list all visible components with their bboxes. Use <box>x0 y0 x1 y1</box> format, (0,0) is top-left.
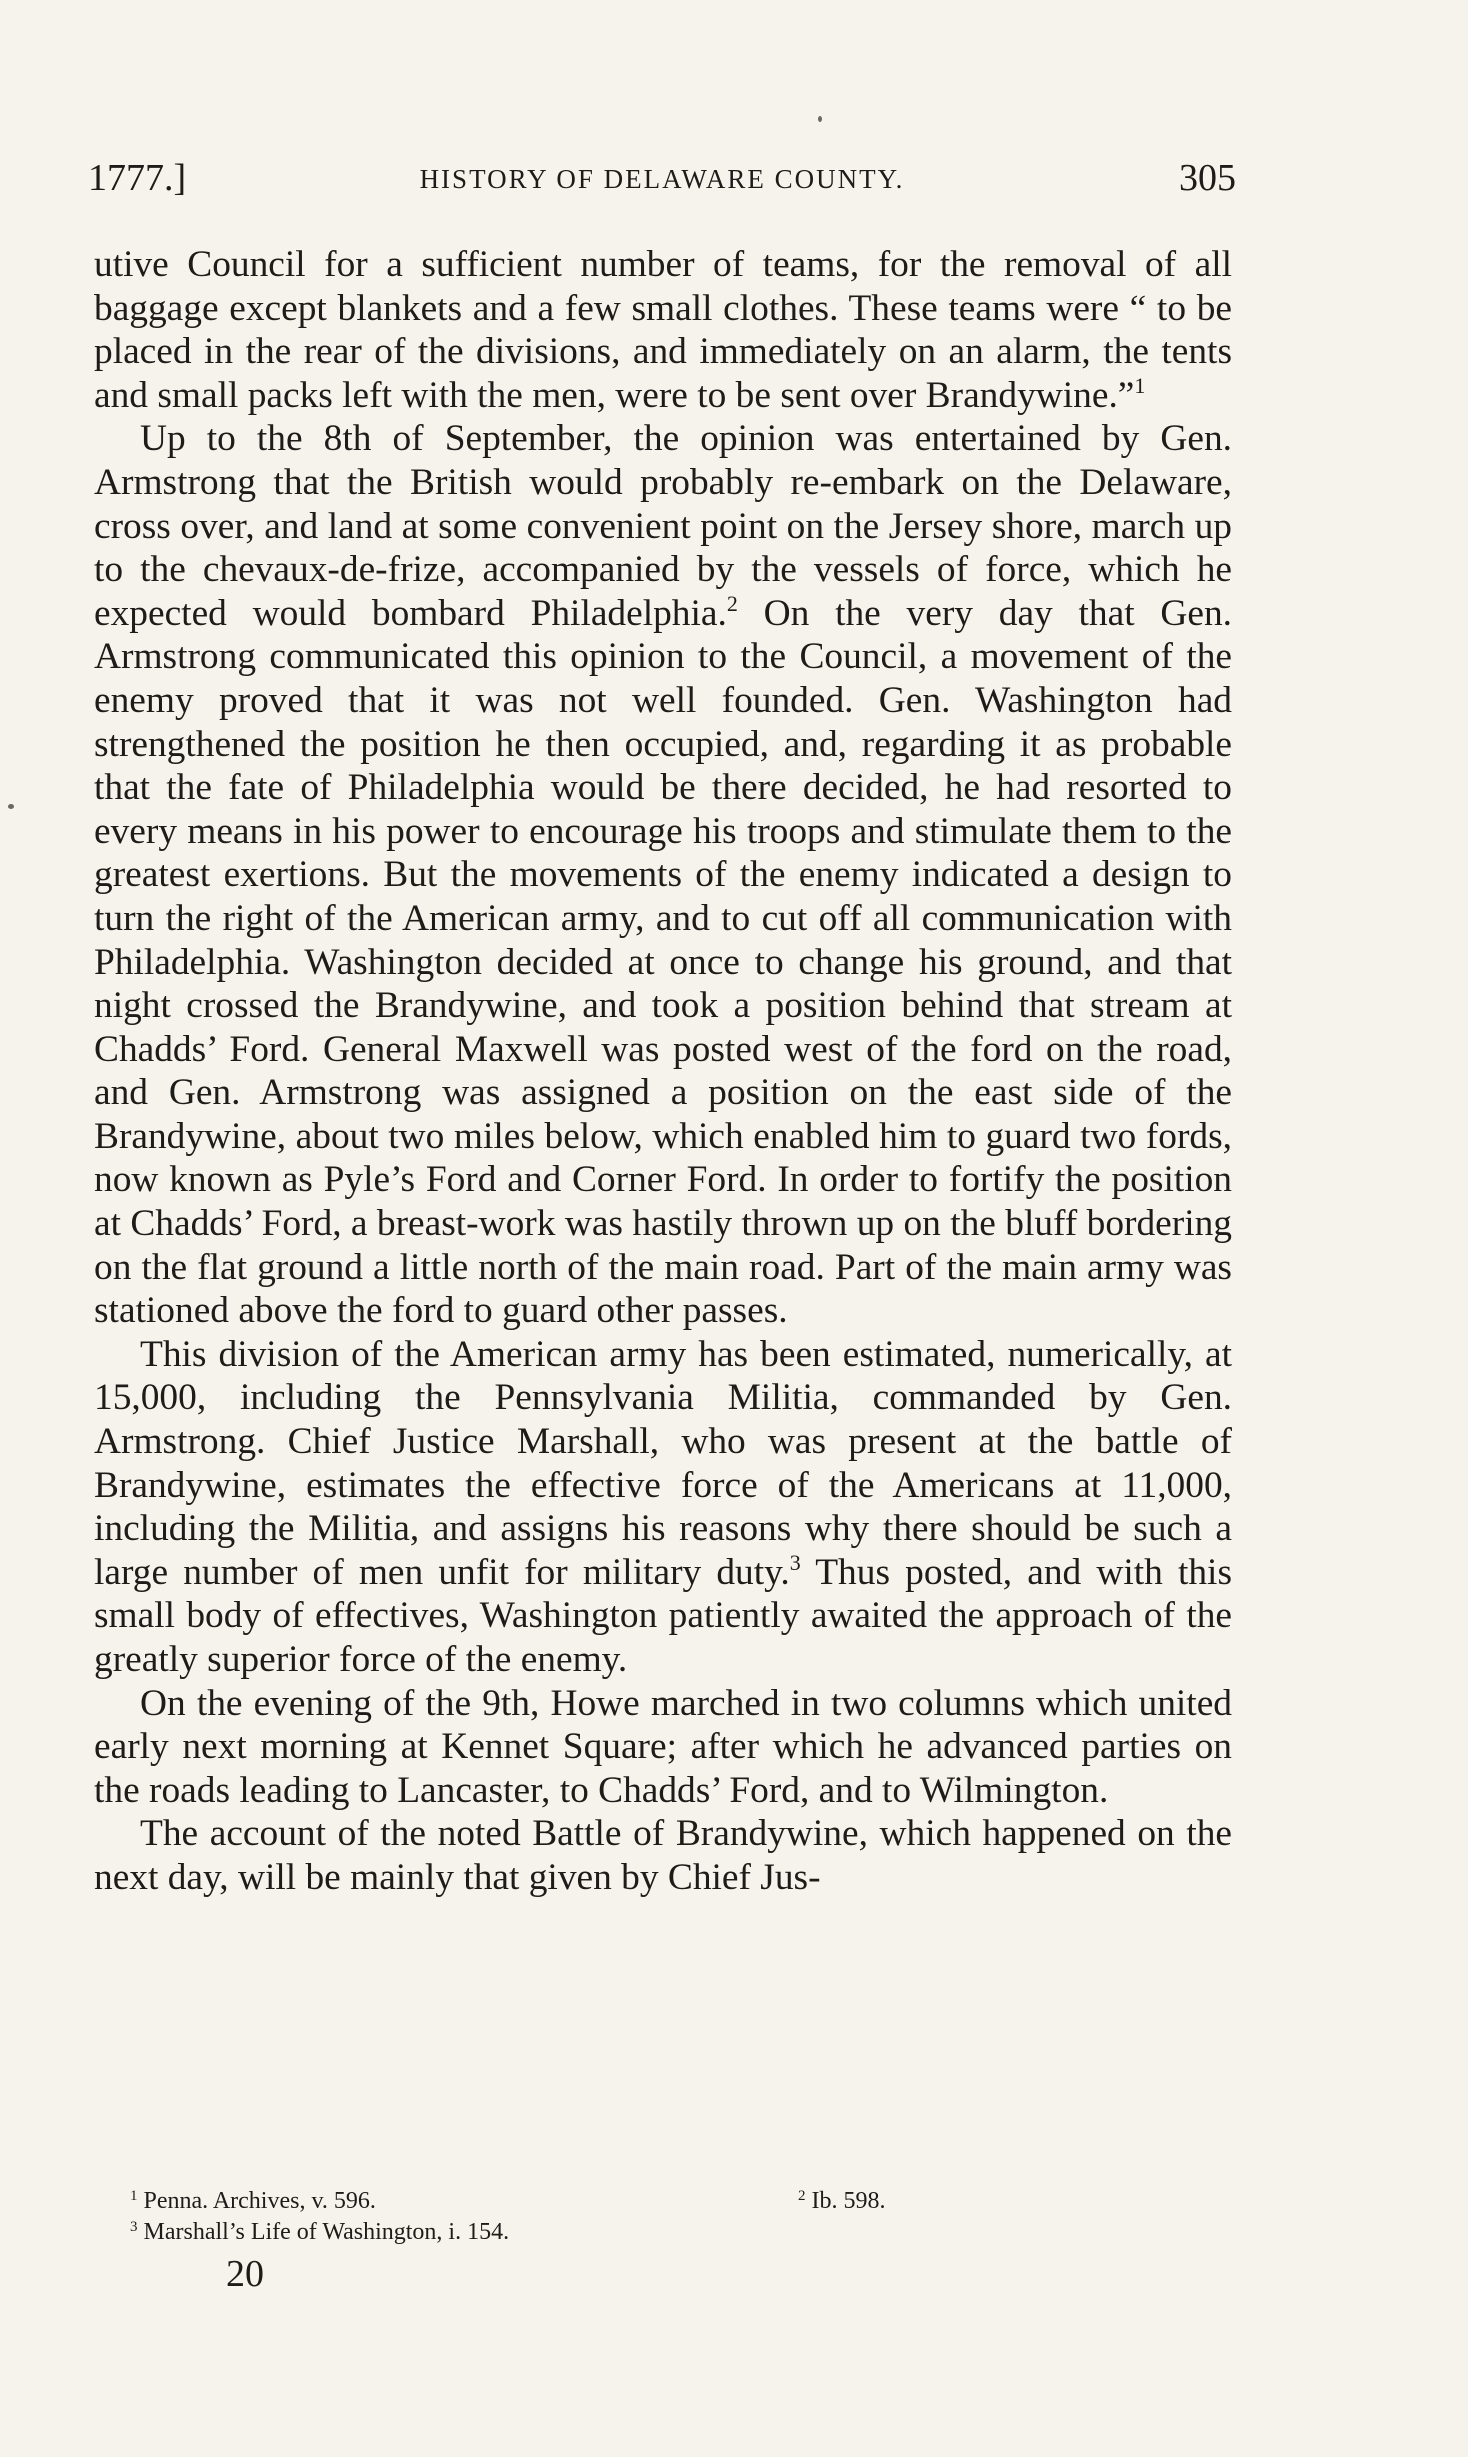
header-title: HISTORY OF DELAWARE COUNTY. <box>419 164 905 194</box>
header-year: 1777.] <box>88 157 187 199</box>
ink-speck <box>8 804 14 809</box>
paragraph-5 <box>94 1812 1232 1899</box>
paragraph-2-text: Up to the 8th of September, the opinion was entertained by Gen. Armstrong that the British would probably re-embark on the Delaware, cross over, and land at some convenient point on the Jersey shore, march up to the chevaux-de-frize, accompanied by the vessels of force, which he expected would bombard Philadelphia. <box>94 418 1232 634</box>
paragraph-4-text: On the evening of the 9th, Howe marched in two columns which united early next morning at Kennet Square; after which he advanced parties on the roads leading to Lancaster, to Chadds’ Ford, and to Wilmington. <box>94 1682 1232 1811</box>
running-header <box>88 156 1236 206</box>
paragraph-4 <box>94 1682 1232 1813</box>
paragraph-1 <box>94 243 1232 417</box>
body-text <box>94 243 1232 1900</box>
paragraph-1-text: utive Council for a sufficient number of teams, for the removal of all baggage except blankets and a few small clothes. These teams were “ to be placed in the rear of the divisions, and immediately on an alarm, the tents and small packs left with the men, were to be sent over Brandywine.” <box>94 244 1232 416</box>
footnote-2 <box>798 2186 886 2217</box>
footnote-2-text: Ib. 598. <box>811 2188 886 2214</box>
footnote-1 <box>130 2188 376 2214</box>
footnote-ref-1: 1 <box>1134 372 1146 398</box>
signature-mark: 20 <box>226 2253 264 2295</box>
paragraph-3-text: This division of the American army has been estimated, numerically, at 15,000, including the Pennsylvania Militia, commanded by Gen. Armstrong. Chief Justice Marshall, who was present at the battle of Brandywine, estimates the effective force of the Americans at 11,000, including the Militia, and assigns his reasons why there should be such a large number of men unfit for military duty. <box>94 1333 1232 1593</box>
footnote-1-number: 1 <box>130 2188 138 2204</box>
paragraph-2-continuation: On the very day that Gen. Armstrong communicated this opinion to the Council, a movement of the enemy proved that it was not well founded. Gen. Washington had strengthened the position he then occupied, and, regarding it as probable that the fate of Philadelphia would be there decided, he had resorted to every means in his power to encourage his troops and stimulate them to the greatest exertions. But the movements of the enemy indicated a design to turn the right of the American army, and to cut off all communication with Philadelphia. Washington decided at once to change his ground, and that night crossed the Brandywine, and took a position behind that stream at Chadds’ Ford. General Maxwell was posted west of the ford on the road, and Gen. Armstrong was assigned a position on the east side of the Brandywine, about two miles below, which enabled him to guard two fords, now known as Pyle’s Ford and Corner Ford. In order to fortify the position at Chadds’ Ford, a breast-work was hastily thrown up on the bluff bordering on the flat ground a little north of the main road. Part of the main army was stationed above the ford to guard other passes. <box>94 592 1232 1332</box>
footnote-row <box>130 2186 1230 2217</box>
footnote-1-text: Penna. Archives, v. 596. <box>143 2188 376 2214</box>
ink-speck <box>818 116 822 122</box>
footnote-3-number: 3 <box>130 2219 138 2235</box>
footnotes <box>130 2186 1230 2248</box>
footnote-3-text: Marshall’s Life of Washington, i. 154. <box>143 2219 510 2245</box>
footnote-ref-2: 2 <box>726 590 738 616</box>
paragraph-3-continuation: Thus posted, and with this small body of effectives, Washington patiently awaited the approach of the greatly superior force of the enemy. <box>94 1551 1232 1680</box>
page-number: 305 <box>1179 157 1236 199</box>
footnote-row <box>130 2217 1230 2248</box>
paragraph-2 <box>94 417 1232 1332</box>
footnote-2-number: 2 <box>798 2188 806 2204</box>
footnote-ref-3: 3 <box>789 1549 801 1575</box>
footnote-3 <box>130 2219 509 2245</box>
paragraph-5-text: The account of the noted Battle of Brandywine, which happened on the next day, will be mainly that given by Chief Jus- <box>94 1813 1232 1898</box>
paragraph-3 <box>94 1333 1232 1682</box>
